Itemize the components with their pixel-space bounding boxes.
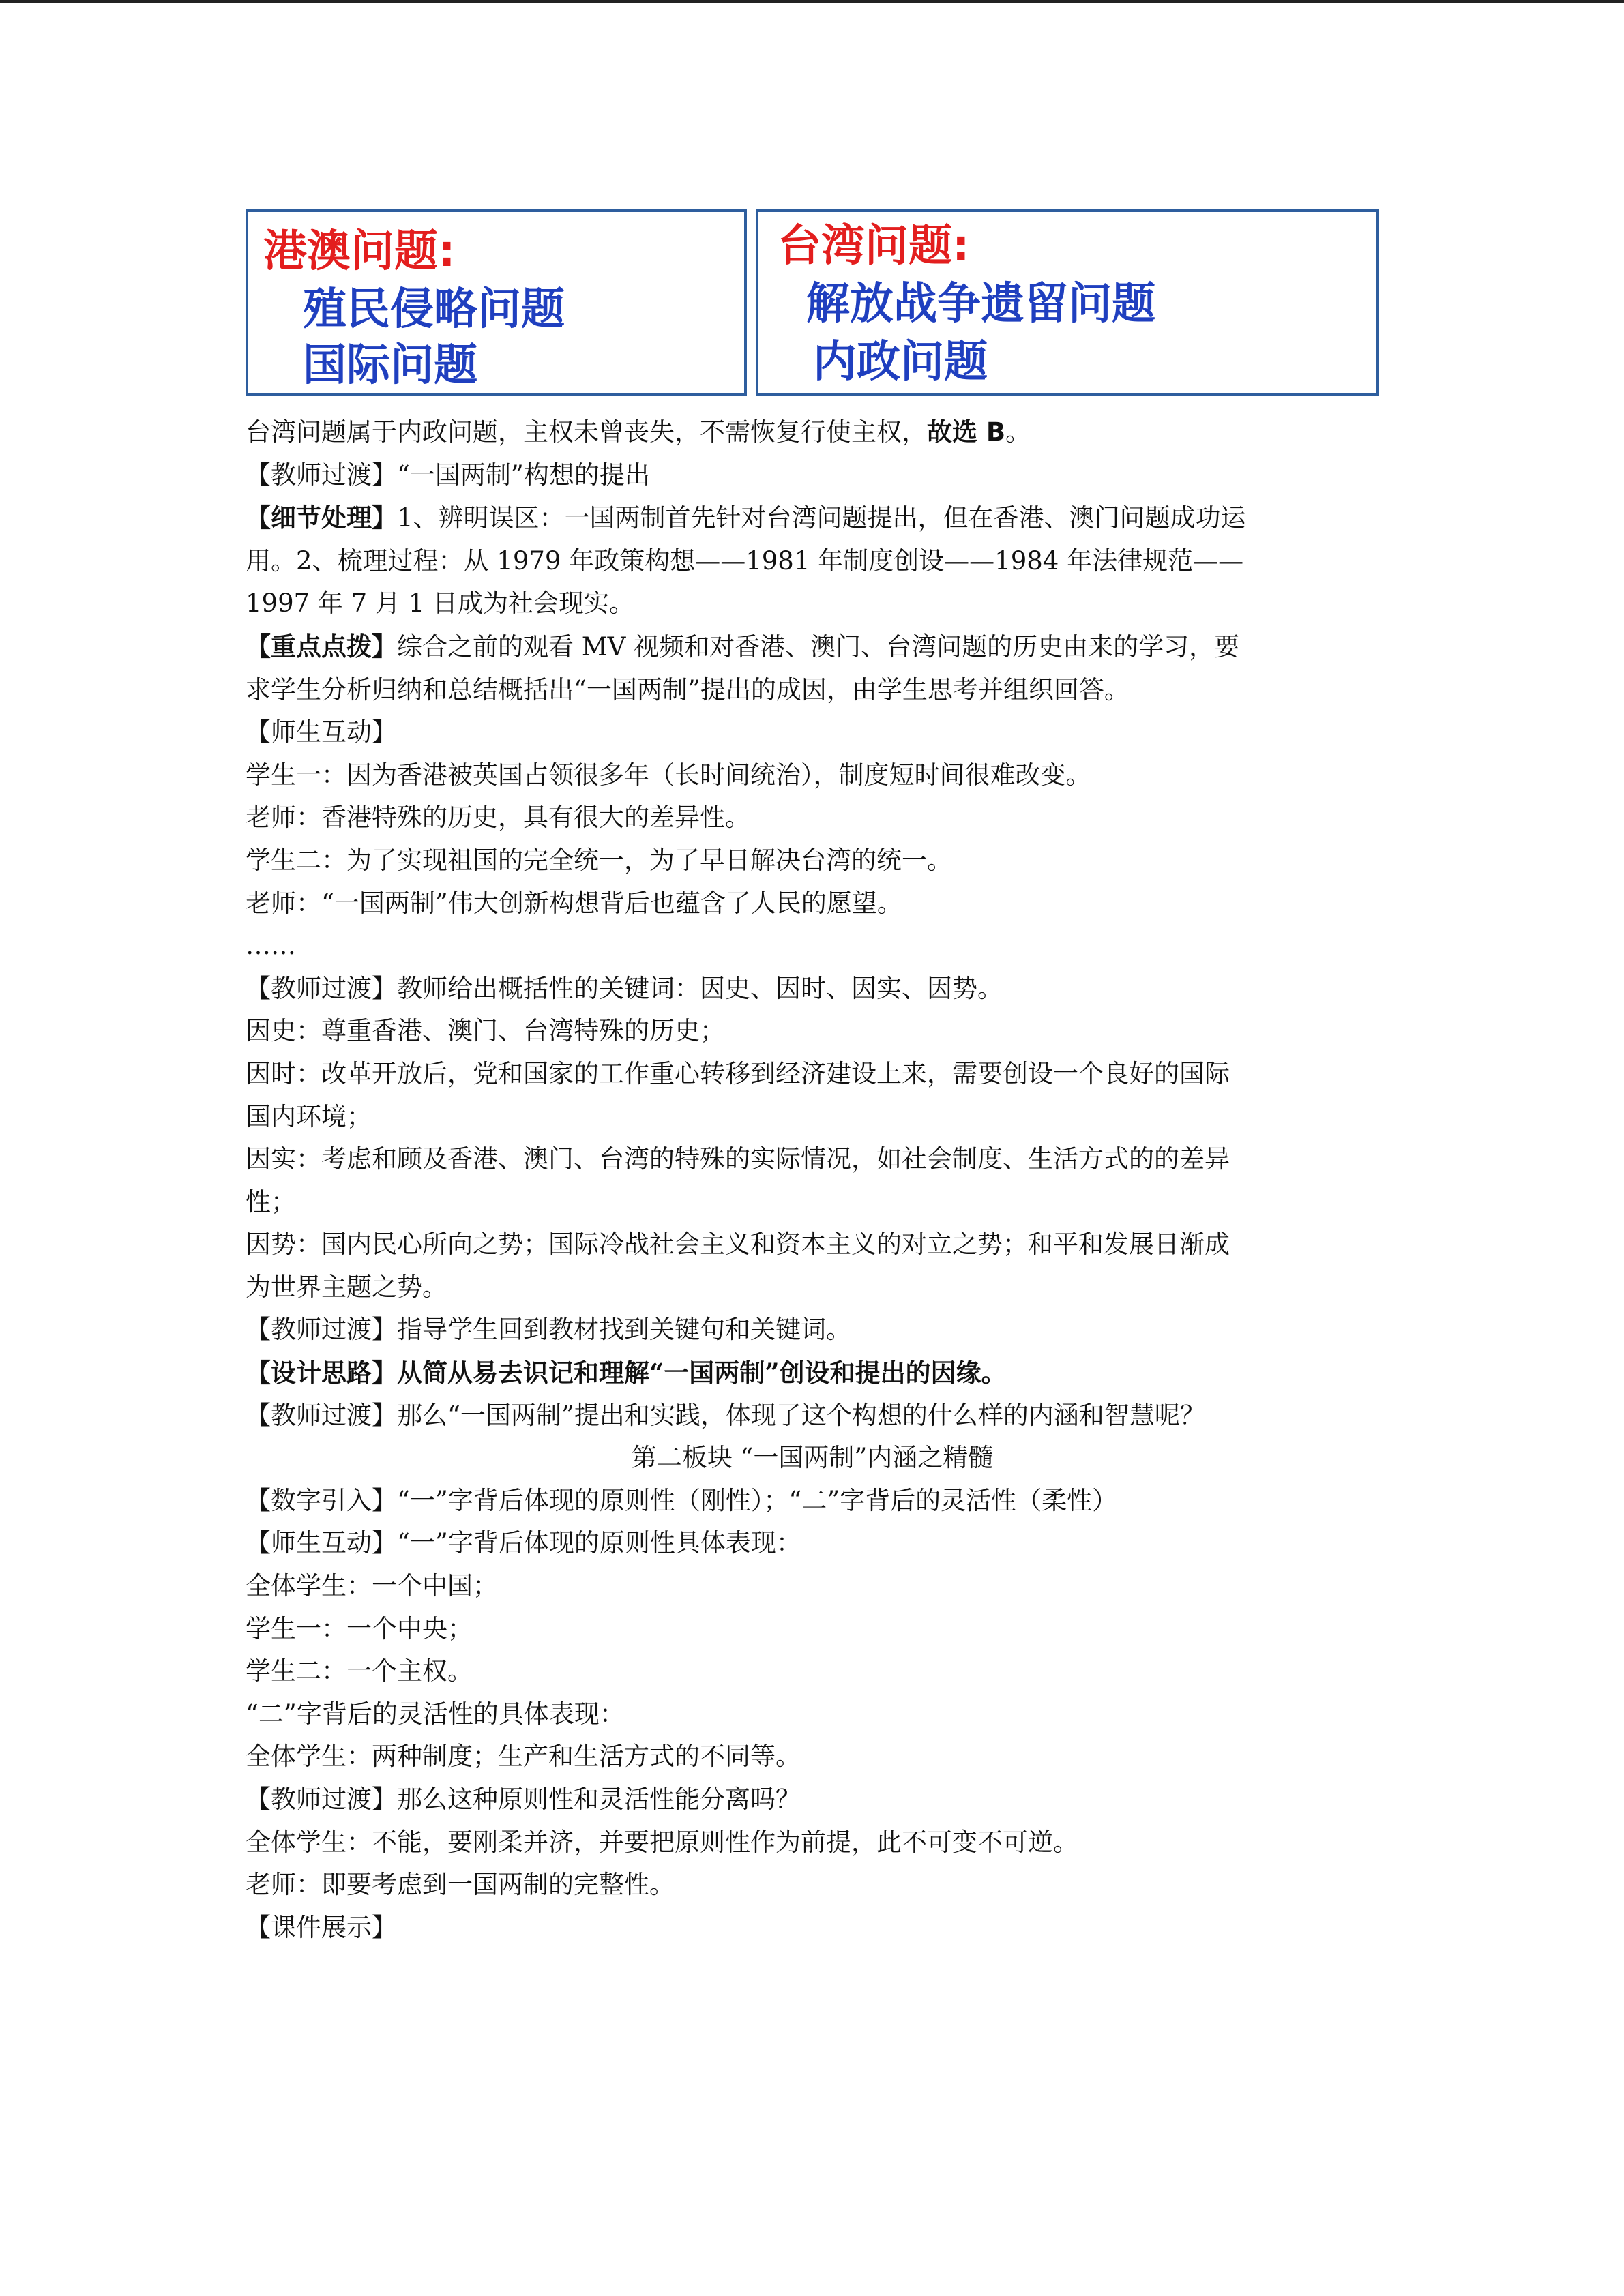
- paragraph-line: 【设计思路】从简从易去识记和理解“一国两制”创设和提出的因缘。: [246, 1358, 1007, 1388]
- paragraph-line: 【细节处理】1、辨明误区：一国两制首先针对台湾问题提出，但在香港、澳门问题成功运: [246, 503, 1246, 533]
- hk-macau-line1: 殖民侵略问题: [303, 284, 565, 335]
- paragraph-line: 因势：国内民心所向之势；国际冷战社会主义和资本主义的对立之势；和平和发展日渐成: [246, 1229, 1230, 1259]
- paragraph-line: 国内环境；: [246, 1101, 372, 1131]
- paragraph-line: 全体学生：不能，要刚柔并济，并要把原则性作为前提，此不可变不可逆。: [246, 1827, 1078, 1857]
- paragraph-line: 学生一：因为香港被英国占领很多年（长时间统治），制度短时间很难改变。: [246, 760, 1091, 790]
- paragraph-line: 【重点点拨】综合之前的观看 MV 视频和对香港、澳门、台湾问题的历史由来的学习，要: [246, 631, 1240, 661]
- section-heading: 第二板块 “一国两制”内涵之精髓: [631, 1443, 994, 1473]
- paragraph-line: 因时：改革开放后，党和国家的工作重心转移到经济建设上来，需要创设一个良好的国际: [246, 1058, 1230, 1088]
- paragraph-line: 全体学生：一个中国；: [246, 1571, 498, 1601]
- paragraph-line: 【教师过渡】那么“一国两制”提出和实践，体现了这个构想的什么样的内涵和智慧呢？: [246, 1400, 1205, 1430]
- paragraph-line: 老师：即要考虑到一国两制的完整性。: [246, 1870, 675, 1900]
- paragraph-line: 【教师过渡】“一国两制”构想的提出: [246, 460, 650, 490]
- paragraph-line: 【师生互动】: [246, 717, 397, 747]
- taiwan-line2: 内政问题: [813, 337, 988, 387]
- taiwan-title: 台湾问题:: [778, 221, 970, 271]
- paragraph-line: 【教师过渡】那么这种原则性和灵活性能分离吗？: [246, 1785, 801, 1814]
- paragraph-line: 【教师过渡】指导学生回到教材找到关键句和关键词。: [246, 1315, 851, 1345]
- paragraph-line: “二”字背后的灵活性的具体表现：: [246, 1699, 625, 1729]
- hk-macau-box: [246, 209, 747, 396]
- slide-image: [246, 209, 1379, 396]
- document-body: [246, 411, 1379, 1949]
- paragraph-line: 【教师过渡】教师给出概括性的关键词：因史、因时、因实、因势。: [246, 973, 1003, 1003]
- paragraph-line: 【师生互动】“一”字背后体现的原则性具体表现：: [246, 1528, 801, 1558]
- page-top-border: [0, 0, 1624, 3]
- paragraph-line: 性；: [246, 1187, 296, 1217]
- paragraph-line: 老师：香港特殊的历史，具有很大的差异性。: [246, 803, 750, 833]
- hk-macau-line2: 国际问题: [303, 340, 477, 391]
- paragraph-line: 全体学生：两种制度；生产和生活方式的不同等。: [246, 1742, 801, 1772]
- paragraph-line: 1997 年 7 月 1 日成为社会现实。: [246, 588, 635, 618]
- paragraph-line: 学生二：为了实现祖国的完全统一，为了早日解决台湾的统一。: [246, 845, 952, 875]
- paragraph-line: 求学生分析归纳和总结概括出“一国两制”提出的成因，由学生思考并组织回答。: [246, 674, 1130, 704]
- paragraph-line: 为世界主题之势。: [246, 1272, 447, 1302]
- paragraph-line: 台湾问题属于内政问题，主权未曾丧失，不需恢复行使主权，故选 B。: [246, 417, 1031, 447]
- paragraph-line: 老师：“一国两制”伟大创新构想背后也蕴含了人民的愿望。: [246, 888, 902, 918]
- taiwan-line1: 解放战争遗留问题: [806, 279, 1155, 329]
- taiwan-box: [756, 209, 1379, 396]
- paragraph-line: 学生二：一个主权。: [246, 1656, 473, 1686]
- hk-macau-title: 港澳问题:: [263, 226, 456, 277]
- paragraph-line: 因实：考虑和顾及香港、澳门、台湾的特殊的实际情况，如社会制度、生活方式的的差异: [246, 1144, 1230, 1174]
- paragraph-line: 学生一：一个中央；: [246, 1613, 473, 1643]
- paragraph-line: 【课件展示】: [246, 1912, 397, 1942]
- paragraph-line: 因史：尊重香港、澳门、台湾特殊的历史；: [246, 1016, 725, 1046]
- paragraph-line: ……: [246, 931, 296, 961]
- paragraph-line: 【数字引入】“一”字背后体现的原则性（刚性）；“二”字背后的灵活性（柔性）: [246, 1485, 1118, 1515]
- paragraph-line: 用。2、梳理过程：从 1979 年政策构想——1981 年制度创设——1984 年法律规范——: [246, 546, 1244, 576]
